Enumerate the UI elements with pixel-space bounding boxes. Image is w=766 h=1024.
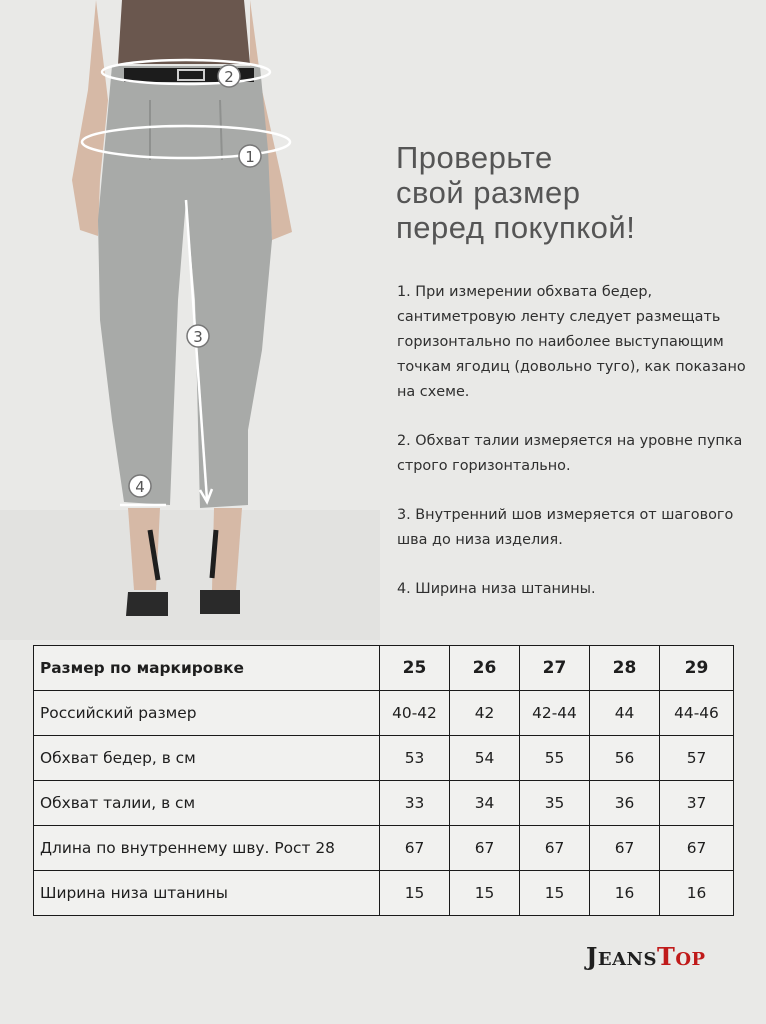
svg-text:1: 1: [245, 148, 255, 166]
svg-text:2: 2: [224, 68, 234, 86]
row-label: Ширина низа штанины: [34, 871, 380, 916]
table-header-row: [34, 646, 734, 691]
note-hips: 1. При измерении обхвата бедер, сантиметровую ленту следует размещать горизонтально по наиболее выступающим точкам ягодиц (довольно туго), как показано на схеме.: [397, 284, 746, 400]
product-photo: [0, 0, 380, 640]
table-cell: 36: [590, 781, 660, 826]
note-hem: 4. Ширина низа штанины.: [397, 581, 596, 597]
table-cell: 33: [380, 781, 450, 826]
table-row: [34, 691, 734, 736]
table-cell: 42-44: [520, 691, 590, 736]
row-label: Обхват талии, в см: [34, 781, 380, 826]
headline: [396, 140, 756, 245]
headline-line-3: перед покупкой!: [396, 210, 636, 245]
note-waist: 2. Обхват талии измеряется на уровне пупка строго горизонтально.: [397, 433, 743, 474]
marker-inseam: [187, 325, 209, 347]
marker-waist: [218, 65, 240, 87]
table-cell: 15: [450, 871, 520, 916]
table-cell: 67: [590, 826, 660, 871]
logo-eans: EANS: [597, 949, 657, 970]
measurement-notes: [397, 280, 762, 626]
header-cell: 27: [520, 646, 590, 691]
table-cell: 57: [660, 736, 734, 781]
knit-top: [118, 0, 250, 64]
header-cell: Размер по маркировке: [34, 646, 380, 691]
row-label: Длина по внутреннему шву. Рост 28: [34, 826, 380, 871]
table-cell: 67: [520, 826, 590, 871]
table-cell: 40-42: [380, 691, 450, 736]
table-cell: 53: [380, 736, 450, 781]
table-cell: 67: [380, 826, 450, 871]
table-cell: 37: [660, 781, 734, 826]
table-cell: 55: [520, 736, 590, 781]
header-cell: 25: [380, 646, 450, 691]
table-cell: 44-46: [660, 691, 734, 736]
table-row: [34, 736, 734, 781]
size-chart-table: [33, 645, 734, 916]
marker-hem: [129, 475, 151, 497]
svg-text:4: 4: [135, 478, 145, 496]
note-inseam: 3. Внутренний шов измеряется от шагового шва до низа изделия.: [397, 507, 734, 548]
table-row: [34, 871, 734, 916]
table-cell: 35: [520, 781, 590, 826]
table-cell: 67: [450, 826, 520, 871]
jeans: [98, 66, 272, 508]
table-row: [34, 826, 734, 871]
row-label: Обхват бедер, в см: [34, 736, 380, 781]
table-cell: 56: [590, 736, 660, 781]
table-cell: 54: [450, 736, 520, 781]
row-label: Российский размер: [34, 691, 380, 736]
table-cell: 16: [590, 871, 660, 916]
table-cell: 42: [450, 691, 520, 736]
header-cell: 28: [590, 646, 660, 691]
marker-hips: [239, 145, 261, 167]
header-cell: 26: [450, 646, 520, 691]
right-sandal: [200, 590, 240, 614]
svg-text:3: 3: [193, 328, 203, 346]
left-sandal: [126, 592, 168, 616]
table-cell: 67: [660, 826, 734, 871]
header-cell: 29: [660, 646, 734, 691]
logo-j: J: [586, 942, 598, 971]
floor-shadow: [0, 510, 380, 640]
table-cell: 15: [380, 871, 450, 916]
brand-logo: [586, 942, 706, 971]
logo-op: OP: [675, 949, 706, 970]
headline-line-2: свой размер: [396, 175, 581, 210]
logo-t: T: [657, 942, 676, 971]
table-cell: 16: [660, 871, 734, 916]
table-row: [34, 781, 734, 826]
headline-line-1: Проверьте: [396, 140, 553, 175]
table-cell: 15: [520, 871, 590, 916]
table-cell: 34: [450, 781, 520, 826]
table-cell: 44: [590, 691, 660, 736]
